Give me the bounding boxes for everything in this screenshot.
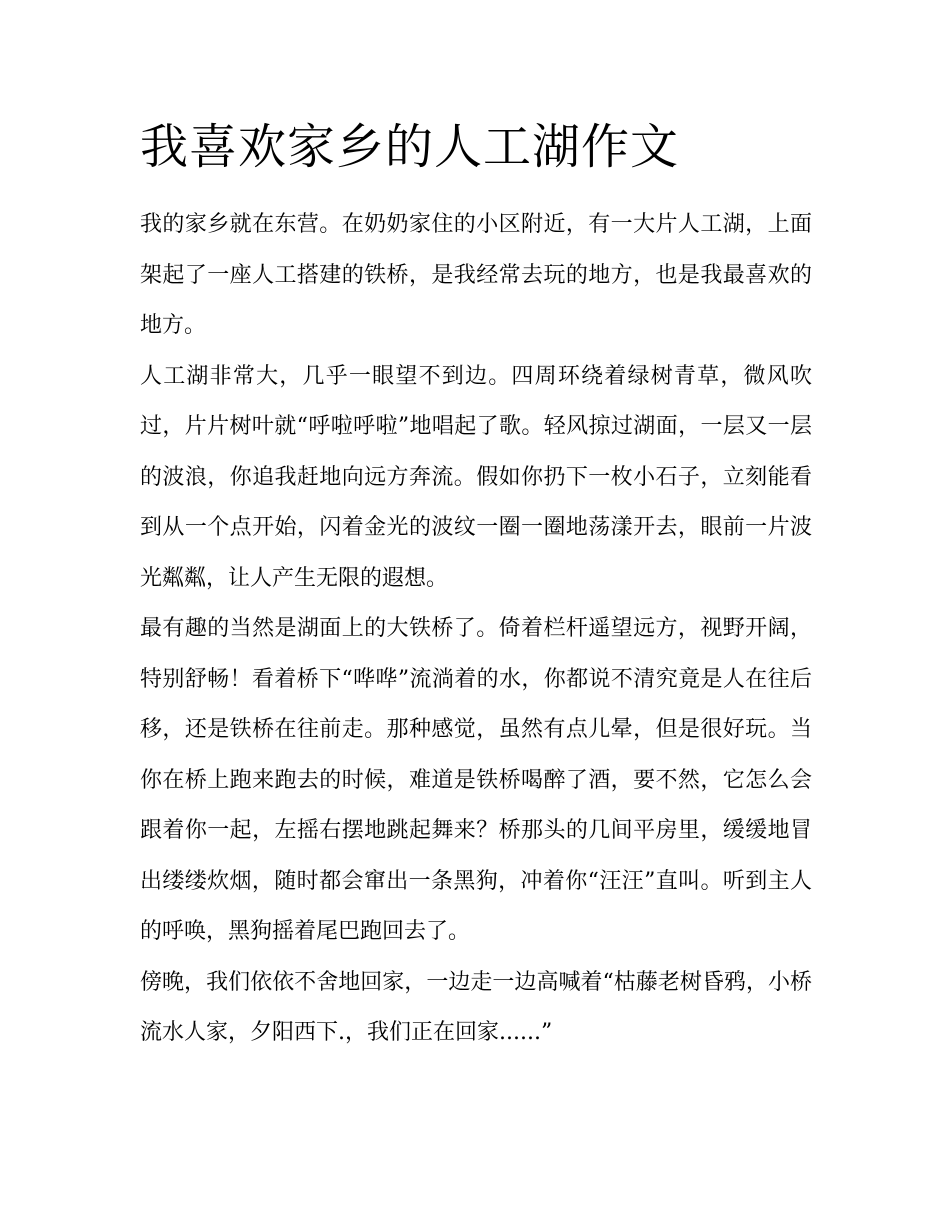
paragraph-2: 人工湖非常大，几乎一眼望不到边。四周环绕着绿树青草，微风吹过，片片树叶就“呼啦呼啦”地唱起了歌。轻风掠过湖面，一层又一层的波浪，你追我赶地向远方奔流。假如你扔下一枚小石子，立刻能看到从一个点开始，闪着金光的波纹一圈一圈地荡漾开去，眼前一片波光粼粼，让人产生无限的遐想。 <box>140 363 812 591</box>
page-title: 我喜欢家乡的人工湖作文 <box>140 119 680 175</box>
paragraph-1: 我的家乡就在东营。在奶奶家住的小区附近，有一大片人工湖，上面架起了一座人工搭建的铁桥，是我经常去玩的地方，也是我最喜欢的地方。 <box>140 212 812 338</box>
document-body <box>140 112 812 1059</box>
paragraph-3: 最有趣的当然是湖面上的大铁桥了。倚着栏杆遥望远方，视野开阔，特别舒畅！看着桥下“哗哗”流淌着的水，你都说不清究竟是人在往后移，还是铁桥在往前走。那种感觉，虽然有点儿晕，但是很好玩。当你在桥上跑来跑去的时候，难道是铁桥喝醉了酒，要不然，它怎么会跟着你一起，左摇右摆地跳起舞来？桥那头的几间平房里，缓缓地冒出缕缕炊烟，随时都会窜出一条黑狗，冲着你“汪汪”直叫。听到主人的呼唤，黑狗摇着尾巴跑回去了。 <box>140 616 812 944</box>
paragraph-4: 傍晚，我们依依不舍地回家，一边走一边高喊着“枯藤老树昏鸦，小桥流水人家，夕阳西下.，我们正在回家......” <box>140 969 812 1045</box>
